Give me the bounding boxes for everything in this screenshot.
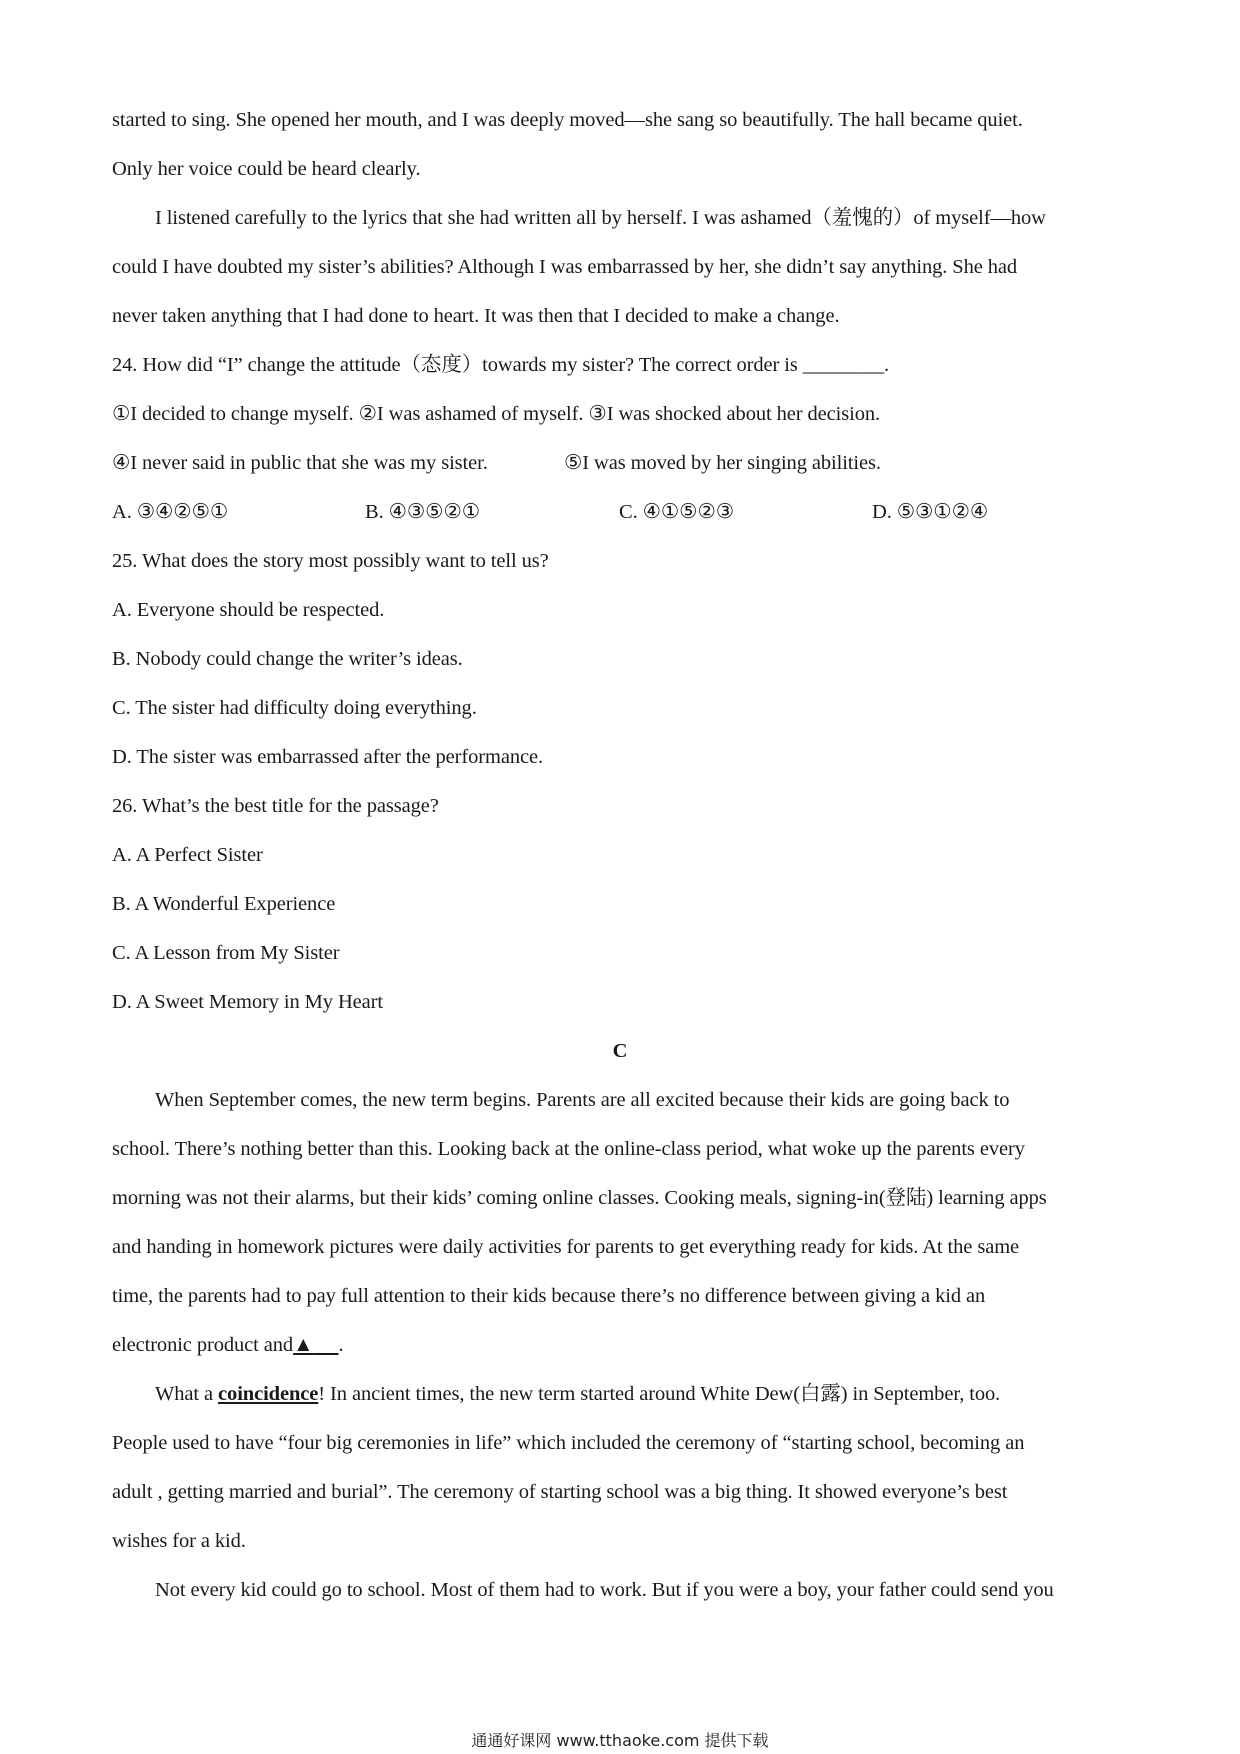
- option-a: A. A Perfect Sister: [112, 844, 263, 866]
- statement-5: ⑤I was moved by her singing abilities.: [564, 452, 881, 474]
- statement-4: ④I never said in public that she was my sister.: [112, 452, 488, 474]
- passage-line: People used to have “four big ceremonies in life” which included the ceremony of “starting school, becoming an: [112, 1432, 1025, 1454]
- section-heading: C: [612, 1040, 628, 1062]
- question-24-options: [112, 488, 1128, 537]
- blank-marker: ▲: [293, 1334, 314, 1356]
- option-a: A. ③④②⑤①: [112, 501, 229, 523]
- option-c: C. ④①⑤②③: [619, 501, 735, 523]
- question-24-statements: [112, 439, 1128, 488]
- passage-line: morning was not their alarms, but their kids’ coming online classes. Cooking meals, signing-in(登陆) learning apps: [112, 1187, 1047, 1209]
- passage-line: time, the parents had to pay full attention to their kids because there’s no difference between giving a kid an: [112, 1285, 986, 1307]
- line-text: electronic product and: [112, 1334, 294, 1356]
- line-text: .: [338, 1334, 344, 1356]
- option-d: D. A Sweet Memory in My Heart: [112, 991, 383, 1013]
- question-24-statements: ①I decided to change myself. ②I was ashamed of myself. ③I was shocked about her decision.: [112, 403, 881, 425]
- passage-line: and handing in homework pictures were daily activities for parents to get everything ready for kids. At the same: [112, 1236, 1020, 1258]
- option-d: D. ⑤③①②④: [872, 501, 989, 523]
- option-b: B. ④③⑤②①: [365, 501, 481, 523]
- passage-line: I listened carefully to the lyrics that she had written all by herself. I was ashamed（羞愧的）of myself—how: [155, 207, 1046, 229]
- passage-line: started to sing. She opened her mouth, and I was deeply moved—she sang so beautifully. The hall became quiet.: [112, 109, 1023, 131]
- passage-line: school. There’s nothing better than this. Looking back at the online-class period, what woke up the parents every: [112, 1138, 1025, 1160]
- document-page: [112, 96, 1128, 1615]
- passage-line: [112, 1370, 1128, 1419]
- passage-line: never taken anything that I had done to heart. It was then that I decided to make a change.: [112, 305, 840, 327]
- option-b: B. A Wonderful Experience: [112, 893, 336, 915]
- fill-blank: [293, 1334, 338, 1356]
- passage-line: Not every kid could go to school. Most of them had to work. But if you were a boy, your father could send you: [155, 1579, 1054, 1601]
- question-24-stem: 24. How did “I” change the attitude（态度）towards my sister? The correct order is ________.: [112, 354, 890, 376]
- option-d: D. The sister was embarrassed after the performance.: [112, 746, 543, 768]
- question-25-stem: 25. What does the story most possibly want to tell us?: [112, 550, 549, 572]
- option-b: B. Nobody could change the writer’s ideas.: [112, 648, 463, 670]
- passage-line: [112, 1321, 1128, 1370]
- page-footer: 通通好课网 www.tthaoke.com 提供下载: [471, 1731, 769, 1750]
- passage-line: When September comes, the new term begins. Parents are all excited because their kids are going back to: [155, 1089, 1010, 1111]
- passage-line: could I have doubted my sister’s abilities? Although I was embarrassed by her, she didn’t say anything. She had: [112, 256, 1018, 278]
- keyword: coincidence: [218, 1383, 319, 1405]
- line-text: What a: [155, 1383, 219, 1405]
- option-c: C. The sister had difficulty doing everything.: [112, 697, 477, 719]
- question-26-stem: 26. What’s the best title for the passage?: [112, 795, 439, 817]
- option-c: C. A Lesson from My Sister: [112, 942, 340, 964]
- option-a: A. Everyone should be respected.: [112, 599, 385, 621]
- passage-line: adult , getting married and burial”. The ceremony of starting school was a big thing. It showed everyone’s best: [112, 1481, 1008, 1503]
- line-text: ! In ancient times, the new term started around White Dew(白露) in September, too.: [318, 1383, 1001, 1405]
- passage-line: wishes for a kid.: [112, 1530, 246, 1552]
- passage-line: Only her voice could be heard clearly.: [112, 158, 421, 180]
